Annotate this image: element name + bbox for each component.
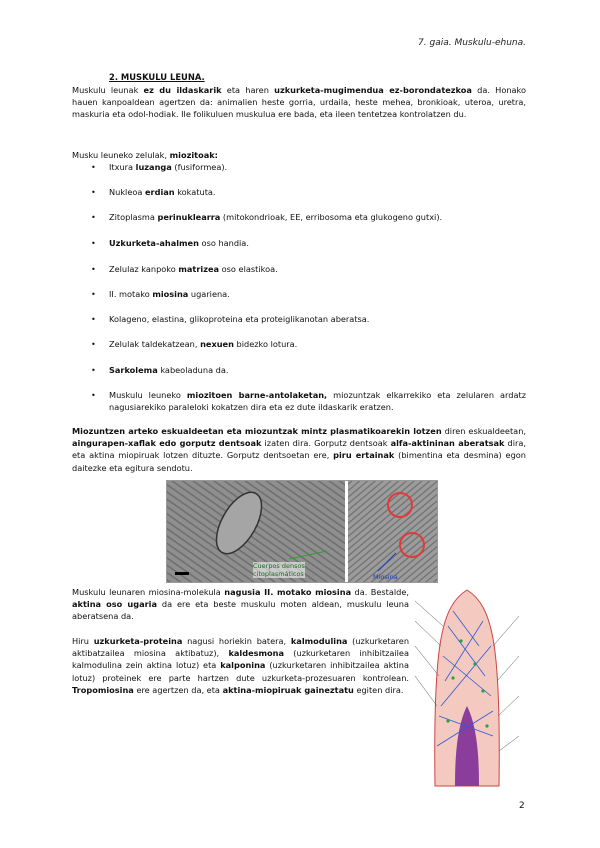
myosin-paragraph: Muskulu leunaren miosina-molekula nagusia II. motako miosina da. Bestalde, aktina oso ugaria da ere eta beste muskulu moten aldean, muskulu leuna aberatsena da. xyxy=(72,587,410,622)
micrograph-figure xyxy=(166,480,438,583)
figure-label-dense: Cuerpos densos citoplasmáticos xyxy=(253,562,305,578)
scale-bar xyxy=(175,572,189,575)
list-item: • Muskulu leuneko miozitoen barne-antolaketan, miozuntzak elkarrekiko eta zelularen ardatz nagusiarekiko paraleloki kokatzen dira eta ez dute ildaskarik eratzen. xyxy=(91,390,526,413)
list-item: • Sarkolema kabeoladuna da. xyxy=(91,365,229,375)
list-item: • Kolageno, elastina, glikoproteina eta proteiglikanotan aberatsa. xyxy=(91,314,370,324)
micrograph-right xyxy=(348,481,437,582)
figure-label-myosin: Miosina xyxy=(373,573,398,581)
page-number: 2 xyxy=(519,801,525,811)
list-item: • Uzkurketa-ahalmen oso handia. xyxy=(91,238,249,248)
intro-paragraph: Muskulu leunak ez du ildaskarik eta haren uzkurketa-mugimendua ez-borondatezkoa da. Honako hauen kanpoaldean agertzen da: animalien heste gorria, urdaila, heste mehea, bronkioak, uteroa, uretra, maskuria eta odol-hodiak. Ile folikuluen muskulua ere bada, eta ileen tentetzea kontrolatzen du. xyxy=(72,85,526,120)
section-title: 2. MUSKULU LEUNA. xyxy=(109,72,205,82)
list-item: • Zelulaz kanpoko matrizea oso elastikoa. xyxy=(91,264,278,274)
micrograph-right-texture xyxy=(348,481,437,582)
cell-diagram xyxy=(413,586,521,794)
dense-bodies-paragraph: Miozuntzen arteko eskualdeetan eta miozuntzak mintz plasmatikoarekin lotzen diren eskualdeetan, aingurapen-xaflak edo gorputz dentsoak izaten dira. Gorputz dentsoak alfa-aktininan aberatsak dira, eta aktina miopiruak lotzen dituzte. Gorputz dentsoetan ere, piru ertainak (bimentina eta desmina) egon daitezke eta egitura sendotu. xyxy=(72,426,526,473)
cell-diagram-drawing xyxy=(413,586,521,794)
list-item: • Zelulak taldekatzean, nexuen bidezko lotura. xyxy=(91,339,298,349)
list-item: • II. motako miosina ugariena. xyxy=(91,289,230,299)
list-item: • Zitoplasma perinuklearra (mitokondrioak, EE, erribosoma eta glukogeno gutxi). xyxy=(91,212,443,222)
proteins-paragraph: Hiru uzkurketa-proteina nagusi horiekin batera, kalmodulina (uzkurketaren aktibatzailea miosina aktibatuz), kaldesmona (uzkurketaren inhibitzailea kalmodulina zein aktina lotuz) eta kalponina (uzkurketaren inhibitzailea aktina lotuz) proteinek ere parte hartzen dute uzkurketa-prozesuaren kontrolean. Tropomiosina ere agertzen da, eta aktina-miopiruak gaineztatu egiten dira. xyxy=(72,636,410,695)
running-header: 7. gaia. Muskulu-ehuna. xyxy=(418,38,526,48)
list-item: • Itxura luzanga (fusiformea). xyxy=(91,162,228,172)
cells-intro: Musku leuneko zelulak, miozitoak: xyxy=(72,150,218,160)
list-item: • Nukleoa erdian kokatuta. xyxy=(91,187,216,197)
